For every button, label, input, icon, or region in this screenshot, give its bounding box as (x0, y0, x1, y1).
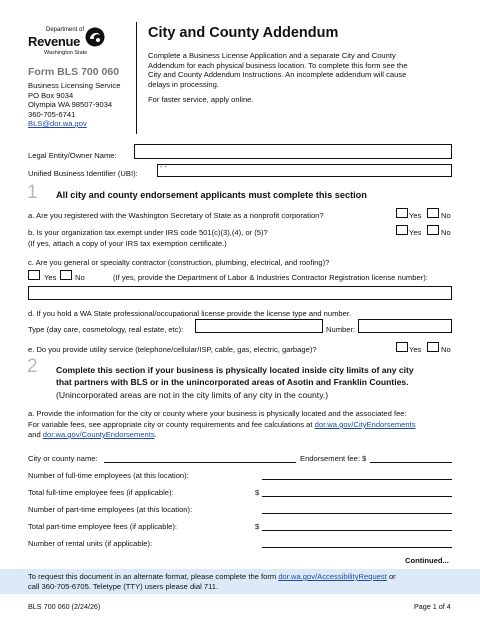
address-line: PO Box 9034 (28, 90, 74, 100)
pt-fees-dollar: $ (255, 522, 260, 531)
county-endorsements-link[interactable]: dor.wa.gov/CountyEndorsements (42, 430, 155, 439)
legal-entity-input[interactable] (134, 144, 452, 159)
email-link[interactable]: BLS@dor.wa.gov (28, 119, 87, 128)
accessibility-line2: call 360-705-6705. Teletype (TTY) users please dial 711. (28, 582, 219, 591)
city-county-label: City or county name: (28, 454, 98, 463)
s1-question-d: d. If you hold a WA State professional/occupational license provide the license type and number. (28, 309, 352, 318)
section-2-number: 2 (27, 356, 38, 377)
address-block (28, 81, 120, 129)
logo-swirl-icon (84, 26, 106, 48)
logo-name-text: Revenue (28, 34, 81, 49)
variable-fees-text: For variable fees, see appropriate city or county requirements and fee calculations at (28, 420, 313, 429)
form-revision: BLS 700 060 (2/24/26) (28, 602, 101, 611)
s1-question-e: e. Do you provide utility service (telephone/cellular/ISP, cable, gas, electric, garbage)? (28, 345, 317, 354)
s1-e-yes-checkbox[interactable] (396, 342, 408, 352)
pt-employees-label: Number of part-time employees (at this location): (28, 505, 193, 514)
no-label: No (441, 228, 451, 237)
section-1-number: 1 (27, 182, 38, 203)
ft-fees-input[interactable] (262, 496, 452, 497)
pt-fees-input[interactable] (262, 530, 452, 531)
city-endorsements-link[interactable]: dor.wa.gov/CityEndorsements (314, 420, 416, 429)
county-link-line: and dor.wa.gov/CountyEndorsements. (28, 430, 157, 439)
accessibility-or: or (388, 572, 396, 581)
s1-question-b: b. Is your organization tax exempt under IRS code 501(c)(3),(4), or (5)? (28, 228, 268, 237)
accessibility-band (0, 569, 480, 594)
license-number-input[interactable] (358, 319, 452, 333)
accessibility-line1 (28, 572, 396, 582)
section-1-heading: All city and county endorsement applicants must complete this section (56, 190, 367, 200)
city-county-input[interactable] (104, 462, 296, 463)
s1-question-b-note: (If yes, attach a copy of your IRS tax exemption certificate.) (28, 239, 227, 248)
yes-label: Yes (409, 211, 422, 220)
form-id: Form BLS 700 060 (28, 66, 120, 78)
section-2-heading-line3: (Unincorporated areas are not in the city limits of any city in the county.) (56, 390, 329, 400)
faster-service-text: For faster service, apply online. (148, 95, 254, 104)
section-2-heading-line1: Complete this section if your business is physically located inside city limits of any city (56, 365, 414, 375)
logo-dept-text: Department of (46, 27, 85, 33)
no-label: No (441, 345, 451, 354)
yes-label: Yes (409, 345, 422, 354)
no-label: No (75, 273, 85, 282)
s1-c-yes-checkbox[interactable] (28, 270, 40, 280)
s1-b-no-checkbox[interactable] (427, 225, 439, 235)
pt-fees-label: Total part-time employee fees (if applicable): (28, 522, 177, 531)
pt-employees-input[interactable] (262, 513, 452, 514)
license-type-input[interactable] (195, 319, 323, 333)
continued-text: Continued... (405, 556, 449, 565)
ft-employees-input[interactable] (262, 479, 452, 480)
s1-question-c: c. Are you general or specialty contractor (construction, plumbing, electrical, and roofing)? (28, 258, 330, 267)
ubi-label: Unified Business Identifier (UBI): (28, 169, 138, 178)
accessibility-request-link[interactable]: dor.wa.gov/AccessibilityRequest (278, 572, 387, 581)
s1-b-yes-checkbox[interactable] (396, 225, 408, 235)
ft-fees-dollar: $ (255, 488, 260, 497)
s1-c-no-checkbox[interactable] (60, 270, 72, 280)
logo-state-text: Washington State (44, 50, 88, 56)
yes-label: Yes (409, 228, 422, 237)
address-line: Business Licensing Service (28, 81, 121, 90)
accessibility-text: To request this document in an alternate format, please complete the form (28, 572, 277, 581)
section-2-heading-line2: that partners with BLS or in the unincorporated areas of Asotin and Franklin Counties. (56, 377, 409, 387)
rental-units-label: Number of rental units (if applicable): (28, 539, 153, 548)
ft-fees-label: Total full-time employee fees (if applicable): (28, 488, 174, 497)
yes-label: Yes (44, 273, 57, 282)
rental-units-input[interactable] (262, 547, 452, 548)
s1-question-c-note: (If yes, provide the Department of Labor & Industries Contractor Registration license number): (113, 273, 428, 282)
legal-entity-label: Legal Entity/Owner Name: (28, 151, 117, 160)
ubi-value: - - (160, 164, 167, 171)
intro-text: Complete a Business License Application and a separate City and County Addendum for each physical business location. To complete this form see the City and County Addendum Instructions. An incomplete addendum will cause delays in processing. (148, 51, 408, 89)
endorsement-fee-input[interactable] (370, 462, 452, 463)
s1-a-no-checkbox[interactable] (427, 208, 439, 218)
dor-logo (28, 26, 108, 60)
s1-question-a: a. Are you registered with the Washington Secretary of State as a nonprofit corporation? (28, 211, 324, 220)
variable-fees-line (28, 420, 416, 430)
s1-a-yes-checkbox[interactable] (396, 208, 408, 218)
contractor-license-input[interactable] (28, 286, 452, 300)
page-number: Page 1 of 4 (414, 602, 451, 611)
no-label: No (441, 211, 451, 220)
address-line: Olympia WA 98507-9034 (28, 100, 113, 109)
license-number-label: Number: (326, 325, 356, 334)
s1-e-no-checkbox[interactable] (427, 342, 439, 352)
endorsement-fee-label: Endorsement fee: $ (300, 454, 367, 463)
s2-question-a: a. Provide the information for the city or county where your business is physically located and the associated fee: (28, 409, 407, 418)
license-type-label: Type (day care, cosmetology, real estate, etc): (28, 325, 184, 334)
page-title: City and County Addendum (148, 25, 339, 41)
and-text: and (28, 430, 41, 439)
ubi-input[interactable] (157, 164, 452, 177)
address-line: 360-705-6741 (28, 109, 76, 119)
header-divider (136, 22, 137, 134)
ft-employees-label: Number of full-time employees (at this location): (28, 471, 189, 480)
